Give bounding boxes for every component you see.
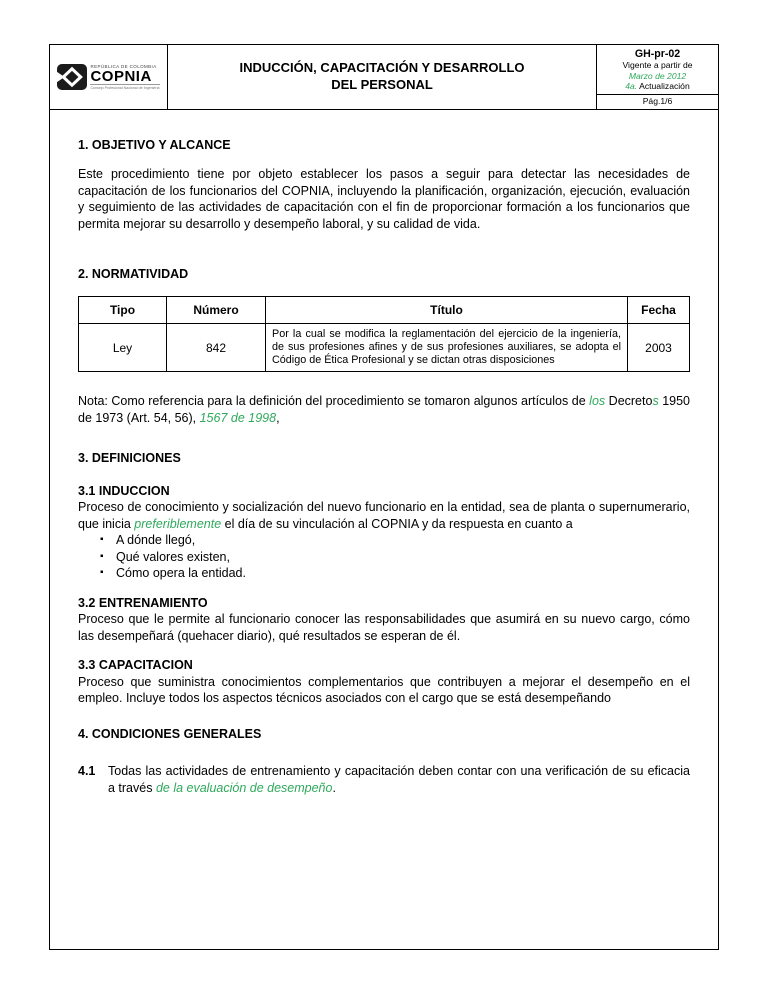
table-row <box>79 324 690 372</box>
update-number: 4a. <box>625 81 638 92</box>
section-3-2-body: Proceso que le permite al funcionario conocer las responsabilidades que asumirá en su nuevo cargo, cómo las desempeñará (quehacer diario), qué resultados se esperan de él. <box>78 612 690 643</box>
section-3-3-heading: 3.3 CAPACITACION <box>78 658 193 673</box>
induccion-text: el día de su vinculación al COPNIA y da respuesta en cuanto a <box>221 516 573 531</box>
table-header-numero: Número <box>167 296 266 324</box>
nota-text: Decreto <box>605 394 653 409</box>
document-header <box>50 45 718 110</box>
document-info-box <box>597 45 718 109</box>
induccion-accent: preferiblemente <box>134 516 222 531</box>
table-header-titulo: Título <box>266 296 628 324</box>
document-title-line1: INDUCCIÓN, CAPACITACIÓN Y DESARROLLO <box>239 60 525 76</box>
condition-text: . <box>332 780 336 795</box>
table-cell-fecha: 2003 <box>628 324 690 372</box>
nota-text: 1950 de 1973 (Art. 54, 56), <box>78 394 691 425</box>
table-header-fecha: Fecha <box>628 296 690 324</box>
nota-accent-decreto: 1567 de 1998 <box>199 410 277 425</box>
copnia-logo-icon <box>57 63 87 91</box>
document-title-line2: DEL PERSONAL <box>331 76 433 92</box>
logo-tagline: Consejo Profesional Nacional de Ingeniería <box>90 85 160 90</box>
table-header-row <box>79 296 690 324</box>
section-1-heading: 1. OBJETIVO Y ALCANCE <box>78 137 231 152</box>
nota-paragraph <box>78 393 690 426</box>
bullet-icon: ▪ <box>100 567 104 579</box>
logo-cell <box>50 45 168 109</box>
logo-republic-label: REPÚBLICA DE COLOMBIA <box>90 63 157 69</box>
condition-accent: de la evaluación de desempeño <box>155 780 333 795</box>
bullet-text: A dónde llegó, <box>116 533 196 548</box>
induccion-bullet-list <box>100 532 690 582</box>
bullet-text: Qué valores existen, <box>116 549 230 564</box>
condition-item-text <box>108 763 690 796</box>
nota-text: Nota: Como referencia para la definición del procedimiento se tomaron algunos artículos de <box>78 394 590 409</box>
logo-name: COPNIA <box>90 67 152 85</box>
bullet-icon: ▪ <box>100 534 104 546</box>
section-3-1-body <box>78 499 690 532</box>
document-body <box>50 110 718 839</box>
bullet-text: Cómo opera la entidad. <box>116 566 246 581</box>
document-code: GH-pr-02 <box>634 48 681 60</box>
table-cell-numero: 842 <box>167 324 266 372</box>
section-3-2-heading: 3.2 ENTRENAMIENTO <box>78 595 208 610</box>
table-header-tipo: Tipo <box>79 296 167 324</box>
nota-accent-los: los <box>589 394 606 409</box>
list-item <box>100 549 690 566</box>
document-title <box>168 45 597 109</box>
section-2-heading: 2. NORMATIVIDAD <box>78 267 189 282</box>
section-3-1-heading: 3.1 INDUCCION <box>78 483 170 498</box>
normatividad-table <box>78 296 690 373</box>
update-label: Actualización <box>637 81 690 92</box>
valid-from-date: Marzo de 2012 <box>628 70 687 81</box>
condition-item-number: 4.1 <box>78 764 96 779</box>
nota-accent-s: s <box>652 394 659 409</box>
section-3-3-body: Proceso que suministra conocimientos complementarios que contribuyen a mejorar el desempeño en el empleo. Incluye todos los aspectos técnicos asociados con el cargo que se está desempeñando <box>78 674 690 706</box>
section-4-heading: 4. CONDICIONES GENERALES <box>78 726 262 741</box>
induccion-text: Proceso de conocimiento y socialización del nuevo funcionario en la entidad, sea de planta o supernumerario, que inicia <box>78 500 690 531</box>
logo-text <box>90 64 159 90</box>
valid-from-label: Vigente a partir de <box>622 60 693 70</box>
section-3-heading: 3. DEFINICIONES <box>78 451 181 466</box>
update-line <box>599 81 716 92</box>
condition-item-4-1 <box>78 763 690 796</box>
condition-text: Todas las actividades de entrenamiento y capacitación deben contar con una verificación de su eficacia a través <box>108 764 690 795</box>
table-cell-titulo: Por la cual se modifica la reglamentación del ejercicio de la ingeniería, de sus profesiones afines y de sus profesiones auxiliares, se adopta el Código de Ética Profesional y se dictan otras disposiciones <box>266 324 628 372</box>
page-number: Pág.1/6 <box>597 94 718 109</box>
section-1-body: Este procedimiento tiene por objeto establecer los pasos a seguir para detectar las necesidades de capacitación de los funcionarios del COPNIA, incluyendo la planificación, organización, ejecución, evaluación y seguimiento de las actividades de capacitación con el fin de proporcionar formación a los funcionarios que permita mejorar su desarrollo y desempeño laboral, y su calidad de vida. <box>78 167 690 231</box>
bullet-icon: ▪ <box>100 550 104 562</box>
nota-text: , <box>276 410 280 425</box>
list-item <box>100 565 690 582</box>
list-item <box>100 532 690 549</box>
table-cell-tipo: Ley <box>79 324 167 372</box>
document-page <box>49 44 719 950</box>
